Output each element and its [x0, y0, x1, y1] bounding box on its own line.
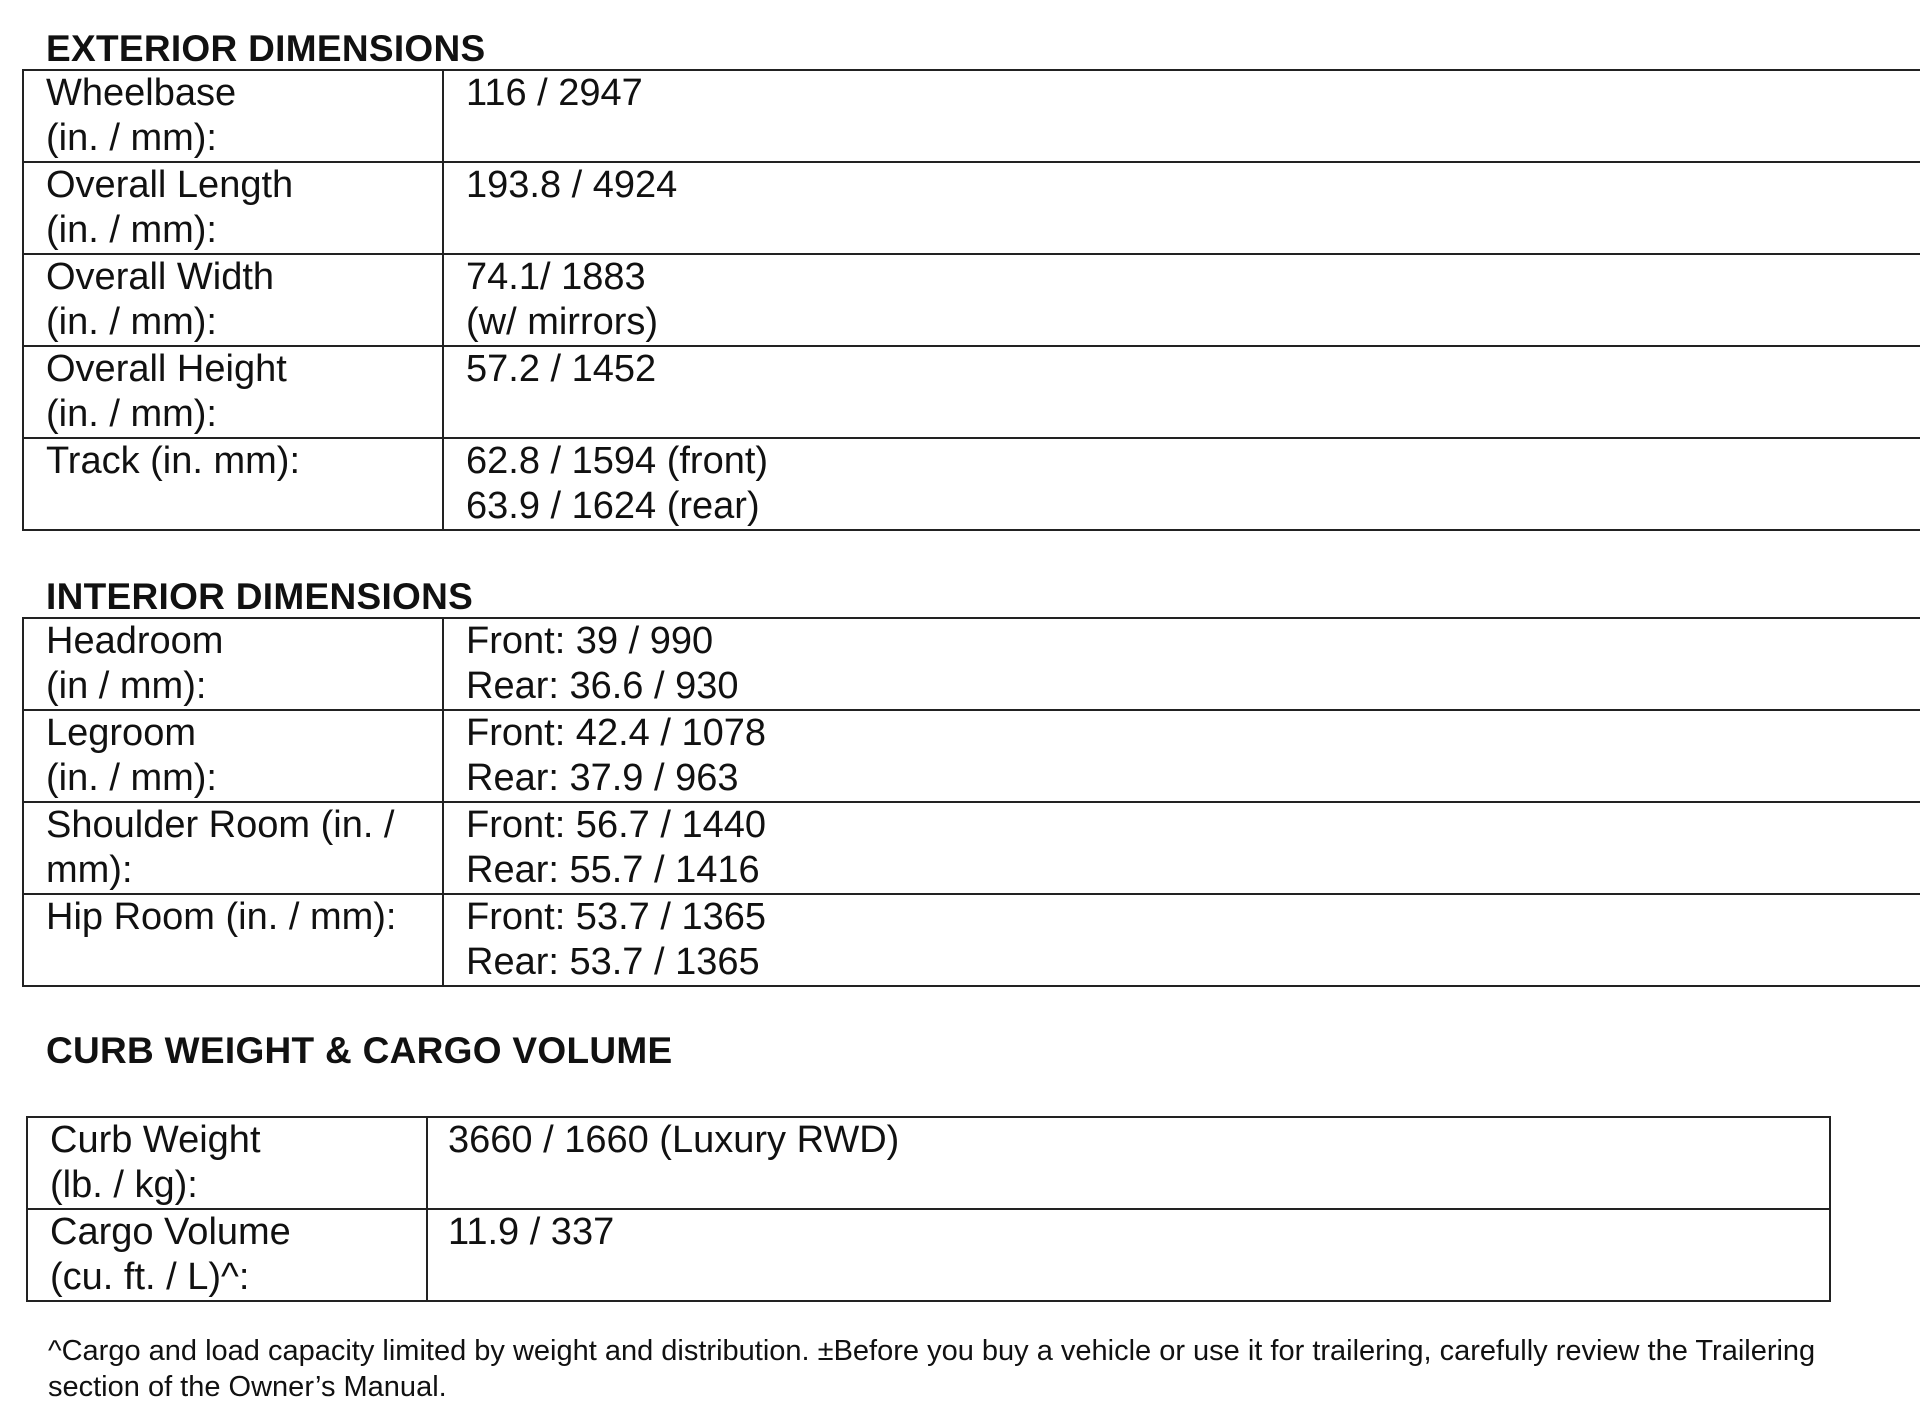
row-value: 193.8 / 4924 — [443, 162, 1920, 254]
row-label: Track (in. mm): — [23, 438, 443, 530]
table-row — [23, 710, 1920, 802]
row-value: Front: 56.7 / 1440 Rear: 55.7 / 1416 — [443, 802, 1920, 894]
table-row — [23, 802, 1920, 894]
row-label: Cargo Volume (cu. ft. / L)^: — [27, 1209, 427, 1301]
table-row — [23, 346, 1920, 438]
table-row — [27, 1117, 1830, 1209]
row-label: Hip Room (in. / mm): — [23, 894, 443, 986]
table-row — [23, 254, 1920, 346]
row-value: 57.2 / 1452 — [443, 346, 1920, 438]
table-row — [23, 894, 1920, 986]
curb-weight-heading: CURB WEIGHT & CARGO VOLUME — [46, 1030, 673, 1071]
exterior-heading: EXTERIOR DIMENSIONS — [46, 28, 486, 69]
row-value: Front: 53.7 / 1365 Rear: 53.7 / 1365 — [443, 894, 1920, 986]
table-row — [23, 618, 1920, 710]
table-row — [27, 1209, 1830, 1301]
row-label: Curb Weight (lb. / kg): — [27, 1117, 427, 1209]
row-value: 11.9 / 337 — [427, 1209, 1830, 1301]
row-label: Headroom (in / mm): — [23, 618, 443, 710]
row-label: Shoulder Room (in. / mm): — [23, 802, 443, 894]
row-label: Overall Height (in. / mm): — [23, 346, 443, 438]
row-value: 3660 / 1660 (Luxury RWD) — [427, 1117, 1830, 1209]
row-value: Front: 42.4 / 1078 Rear: 37.9 / 963 — [443, 710, 1920, 802]
table-row — [23, 162, 1920, 254]
row-value: Front: 39 / 990 Rear: 36.6 / 930 — [443, 618, 1920, 710]
row-label: Legroom (in. / mm): — [23, 710, 443, 802]
interior-heading: INTERIOR DIMENSIONS — [46, 576, 474, 617]
table-row — [23, 438, 1920, 530]
exterior-dimensions-table — [22, 69, 1920, 531]
interior-dimensions-table — [22, 617, 1920, 987]
curb-weight-cargo-table — [26, 1116, 1831, 1302]
row-value: 74.1/ 1883 (w/ mirrors) — [443, 254, 1920, 346]
footnote: ^Cargo and load capacity limited by weight and distribution. ±Before you buy a vehicle or use it for trailering, carefully review the Trailering section of the Owner’s Manual. — [48, 1335, 1816, 1403]
row-value: 116 / 2947 — [443, 70, 1920, 162]
row-label: Wheelbase (in. / mm): — [23, 70, 443, 162]
row-label: Overall Width (in. / mm): — [23, 254, 443, 346]
row-value: 62.8 / 1594 (front) 63.9 / 1624 (rear) — [443, 438, 1920, 530]
table-row — [23, 70, 1920, 162]
row-label: Overall Length (in. / mm): — [23, 162, 443, 254]
